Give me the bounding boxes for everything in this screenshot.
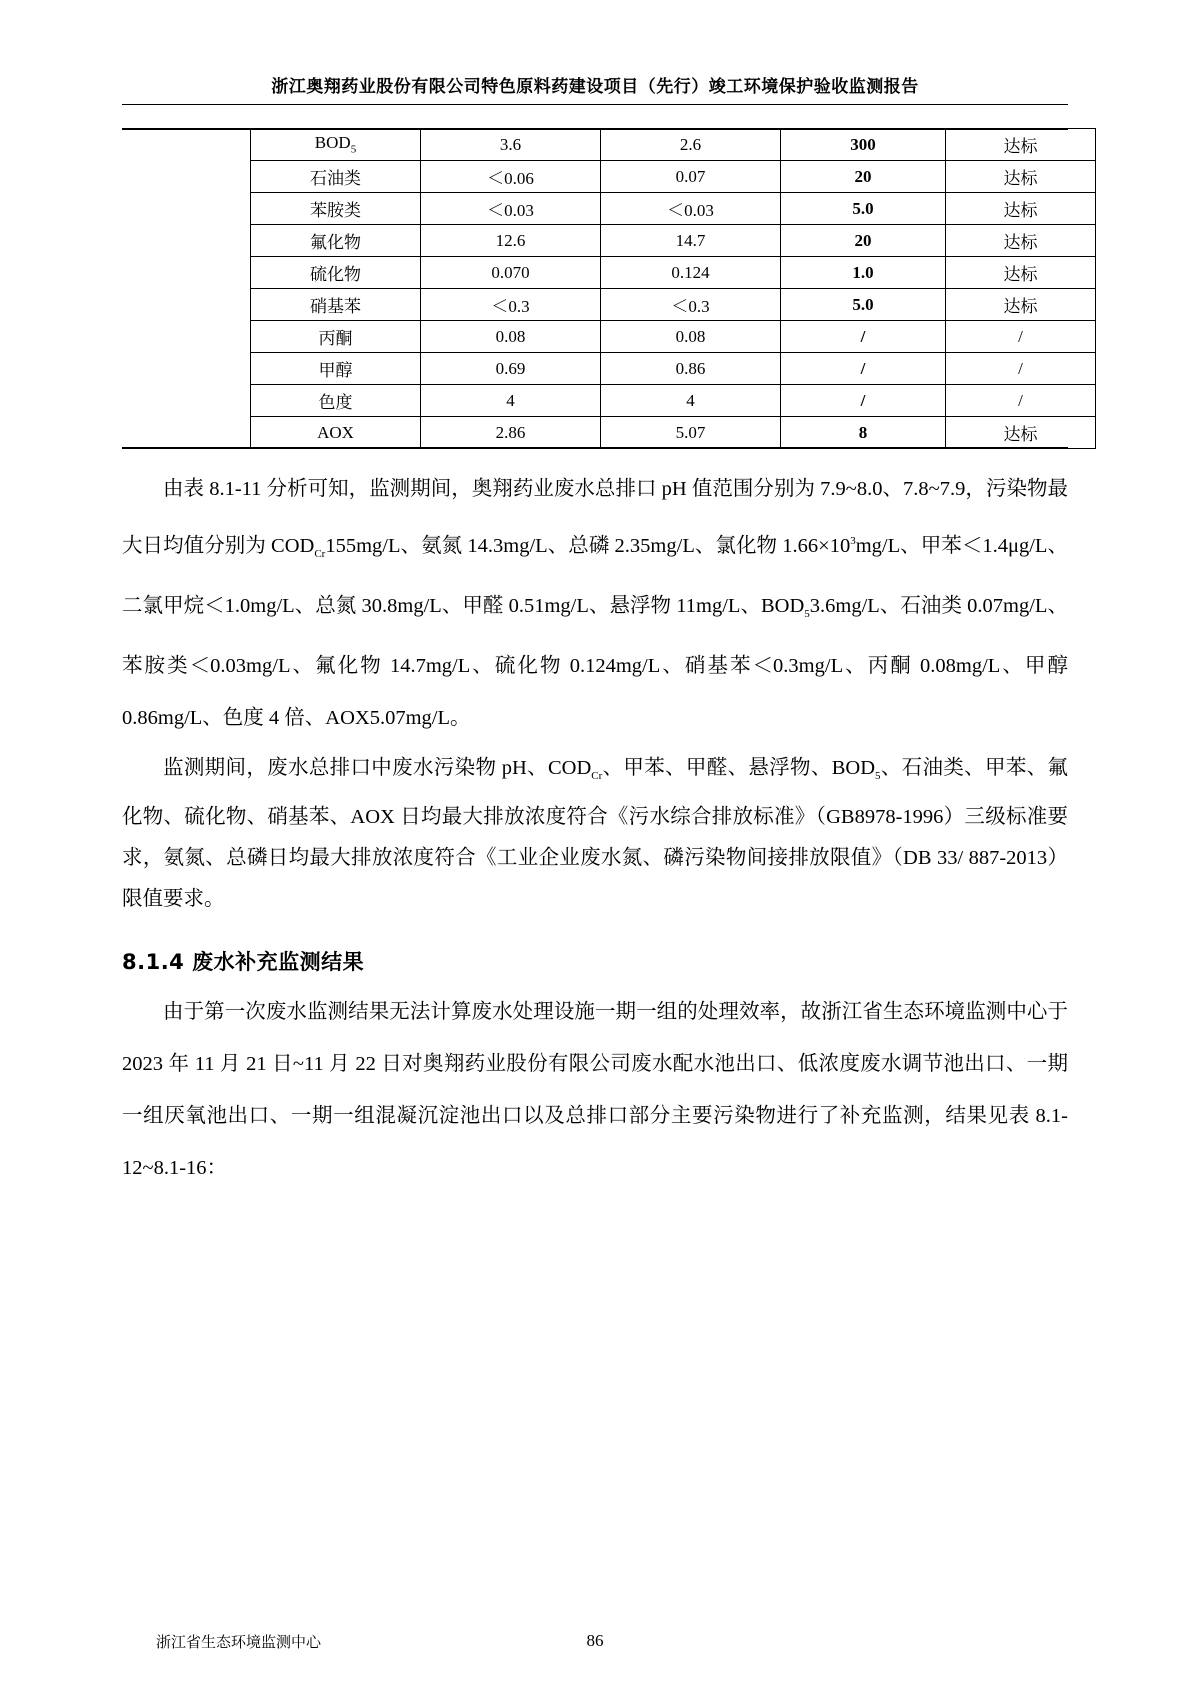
table-row (251, 289, 1096, 321)
table-bottom-rule (122, 447, 1068, 449)
table-cell-v1: 0.070 (421, 257, 601, 289)
table-cell-std: 5.0 (781, 289, 946, 321)
table-cell-v1: 0.69 (421, 353, 601, 385)
table-cell-name: 氟化物 (251, 225, 421, 257)
table-row (251, 257, 1096, 289)
table-cell-v2: 5.07 (601, 417, 781, 449)
table-cell-name: 硝基苯 (251, 289, 421, 321)
table-cell-std: 1.0 (781, 257, 946, 289)
footer-page-number: 86 (586, 1631, 604, 1650)
table-cell-v2: 4 (601, 385, 781, 417)
table-cell-name: 甲醇 (251, 353, 421, 385)
table-cell-res: 达标 (946, 257, 1096, 289)
table-row (251, 385, 1096, 417)
table-cell-v1: 3.6 (421, 129, 601, 161)
page-header: 浙江奥翔药业股份有限公司特色原料药建设项目（先行）竣工环境保护验收监测报告 (271, 77, 919, 96)
table-body (251, 129, 1096, 449)
table-cell-v1: 12.6 (421, 225, 601, 257)
table-cell-std: / (781, 353, 946, 385)
paragraph-analysis-2: 监测期间，废水总排口中废水污染物 pH、$COD_{Cr}$、甲苯、甲醛、悬浮物、$BOD_5$、石油类、甲苯、氟化物、硫化物、硝基苯、AOX 日均最大排放浓度符合《污水综合排放标准》（GB8978-1996）三级标准要求，氨氮、总磷日均最大排放浓度符合《工业企业废水氮、磷污染物间接排放限值》（DB 33/ 887-2013）限值要求。 (122, 757, 1068, 911)
table-cell-res: 达标 (946, 225, 1096, 257)
table-cell-v1: ＜0.03 (421, 193, 601, 225)
table-row (251, 321, 1096, 353)
table-cell-res: / (946, 321, 1096, 353)
table-cell-std: 5.0 (781, 193, 946, 225)
table-cell-name: 石油类 (251, 161, 421, 193)
page-content (122, 128, 1068, 1194)
table-cell-v2: 0.07 (601, 161, 781, 193)
table-top-rule (122, 128, 1068, 130)
table-cell-std: 20 (781, 161, 946, 193)
analysis-paragraph-block (122, 463, 1068, 744)
table-cell-v2: 14.7 (601, 225, 781, 257)
section-heading-814: 8.1.4 废水补充监测结果 (122, 950, 365, 975)
compliance-paragraph-block (122, 748, 1068, 920)
supplementary-paragraph-block (122, 986, 1068, 1194)
table-cell-std: 300 (781, 129, 946, 161)
table-cell-name: $BOD_5$ (251, 129, 421, 161)
table-row (251, 193, 1096, 225)
table-cell-v1: ＜0.3 (421, 289, 601, 321)
table-cell-v2: 0.124 (601, 257, 781, 289)
table-cell-std: / (781, 321, 946, 353)
monitoring-results-table (250, 128, 1096, 449)
table-cell-res: 达标 (946, 161, 1096, 193)
paragraph-analysis-3: 由于第一次废水监测结果无法计算废水处理设施一期一组的处理效率，故浙江省生态环境监测中心于 2023 年 11 月 21 日~11 月 22 日对奥翔药业股份有限公司废水配水池出口、低浓度废水调节池出口、一期一组厌氧池出口、一期一组混凝沉淀池出口以及总排口部分主要污染物进行了补充监测，结果见表 8.1-12~8.1-16： (122, 1001, 1068, 1180)
table-cell-res: 达标 (946, 129, 1096, 161)
table-cell-res: 达标 (946, 289, 1096, 321)
table-row (251, 353, 1096, 385)
table-row (251, 417, 1096, 449)
table-cell-res: 达标 (946, 193, 1096, 225)
table-cell-std: / (781, 385, 946, 417)
table-cell-name: 色度 (251, 385, 421, 417)
table-cell-name: 苯胺类 (251, 193, 421, 225)
table-cell-v2: 0.08 (601, 321, 781, 353)
table-cell-v1: 4 (421, 385, 601, 417)
table-cell-std: 20 (781, 225, 946, 257)
paragraph-analysis-1: 由表 8.1-11 分析可知，监测期间，奥翔药业废水总排口 pH 值范围分别为 7.9~8.0、7.8~7.9，污染物最大日均值分别为 $COD_{Cr}155mg/L$、氨氮 14.3mg/L、总磷 2.35mg/L、氯化物 $1.66\times 10^3mg/L$、甲苯＜1.4μg/L、二氯甲烷＜1.0mg/L、总氮 30.8mg/L、甲醛 0.51mg/L、悬浮物 11mg/L、$BOD_53.6mg/L$、石油类 0.07mg/L、苯胺类＜0.03mg/L、氟化物 14.7mg/L、硫化物 0.124mg/L、硝基苯＜0.3mg/L、丙酮 0.08mg/L、甲醇 0.86mg/L、色度 4 倍、AOX5.07mg/L。 (122, 478, 1068, 730)
table-cell-res: 达标 (946, 417, 1096, 449)
table-cell-name: 丙酮 (251, 321, 421, 353)
table-cell-res: / (946, 353, 1096, 385)
table-cell-v2: 0.86 (601, 353, 781, 385)
header-divider (122, 104, 1068, 105)
table-row (251, 225, 1096, 257)
table-row (251, 129, 1096, 161)
table-row (251, 161, 1096, 193)
table-cell-std: 8 (781, 417, 946, 449)
table-cell-v1: ＜0.06 (421, 161, 601, 193)
table-cell-res: / (946, 385, 1096, 417)
table-cell-v2: 2.6 (601, 129, 781, 161)
table-cell-v1: 0.08 (421, 321, 601, 353)
table-cell-name: AOX (251, 417, 421, 449)
table-cell-v2: ＜0.03 (601, 193, 781, 225)
table-cell-v1: 2.86 (421, 417, 601, 449)
monitoring-table-wrapper (122, 128, 1068, 449)
table-cell-v2: ＜0.3 (601, 289, 781, 321)
table-cell-name: 硫化物 (251, 257, 421, 289)
footer-org: 浙江省生态环境监测中心 (156, 1633, 322, 1651)
